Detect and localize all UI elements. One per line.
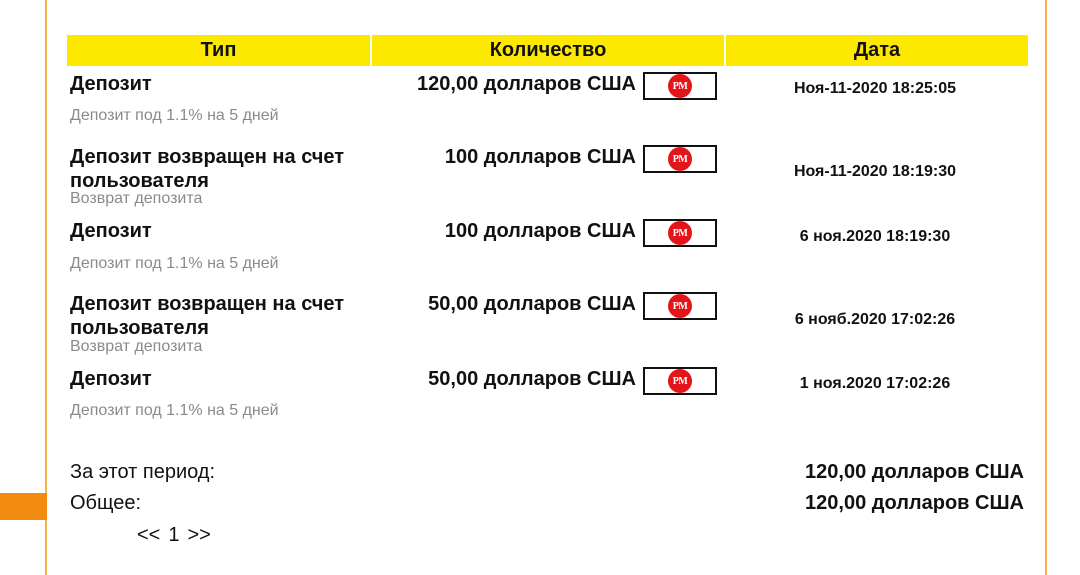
payment-method-badge — [643, 219, 717, 247]
row-type-title: Депозит — [70, 73, 152, 95]
row-amount: 100 долларов США — [444, 220, 636, 242]
row-amount: 100 долларов США — [444, 146, 636, 168]
frame-right-border — [1045, 0, 1047, 575]
frame-left-border — [45, 0, 47, 575]
row-amount: 120,00 долларов США — [417, 73, 636, 95]
header-amount: Количество — [372, 35, 726, 66]
row-type-title: Депозит возвращен на счет пользователя — [70, 146, 345, 192]
overall-total-value: 120,00 долларов США — [805, 492, 1024, 514]
header-date: Дата — [853, 39, 901, 61]
perfect-money-icon: PM — [668, 221, 692, 245]
row-date: Ноя-11-2020 18:25:05 — [793, 80, 957, 97]
side-tab[interactable] — [0, 493, 47, 520]
row-amount: 50,00 долларов США — [428, 368, 636, 390]
pagination — [137, 524, 211, 547]
overall-total-label: Общее: — [70, 492, 142, 514]
header-type: Тип — [67, 35, 372, 66]
perfect-money-icon: PM — [668, 369, 692, 393]
row-type-subtitle: Возврат депозита — [70, 338, 203, 355]
payment-method-badge — [643, 292, 717, 320]
pager-next-link[interactable]: >> — [187, 524, 211, 546]
period-total-value: 120,00 долларов США — [805, 461, 1024, 483]
perfect-money-icon: PM — [668, 74, 692, 98]
row-type-subtitle: Депозит под 1.1% на 5 дней — [70, 107, 279, 124]
payment-method-badge — [643, 72, 717, 100]
row-date: Ноя-11-2020 18:19:30 — [793, 163, 957, 180]
row-date: 6 нояб.2020 17:02:26 — [794, 311, 956, 328]
period-total-label: За этот период: — [70, 461, 216, 483]
row-type-subtitle: Возврат депозита — [70, 190, 203, 207]
row-type-subtitle: Депозит под 1.1% на 5 дней — [70, 402, 279, 419]
pager-page-link[interactable]: 1 — [168, 524, 180, 546]
table-header — [67, 35, 1028, 66]
payment-method-badge — [643, 145, 717, 173]
row-type-title: Депозит — [70, 220, 152, 242]
row-date: 1 ноя.2020 17:02:26 — [799, 375, 951, 392]
row-date: 6 ноя.2020 18:19:30 — [799, 228, 951, 245]
perfect-money-icon: PM — [668, 294, 692, 318]
row-amount: 50,00 долларов США — [428, 293, 636, 315]
row-type-subtitle: Депозит под 1.1% на 5 дней — [70, 255, 279, 272]
row-type-title: Депозит — [70, 368, 152, 390]
perfect-money-icon: PM — [668, 147, 692, 171]
row-type-title: Депозит возвращен на счет пользователя — [70, 293, 345, 339]
payment-method-badge — [643, 367, 717, 395]
pager-prev-link[interactable]: << — [137, 524, 161, 546]
